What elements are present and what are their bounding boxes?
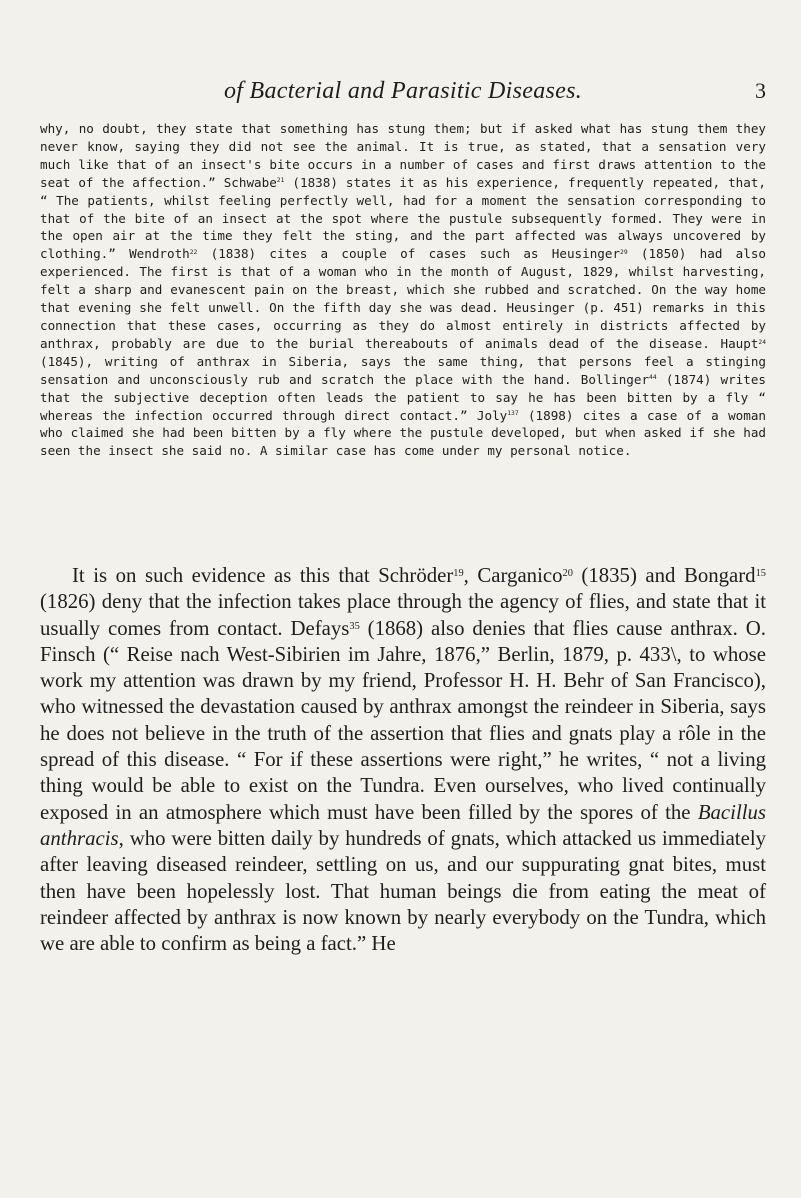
text-run: , Carganico <box>463 564 563 587</box>
text-run: It is on such evidence as this that Schröder <box>72 564 454 587</box>
footnote-ref: 19 <box>453 567 464 579</box>
page-number: 3 <box>755 78 766 103</box>
footnote-ref: 44 <box>649 374 657 382</box>
text-run: (1845), writing of anthrax in Siberia, says the same thing, that persons feel a stinging sensation and unconsciously rub and scratch the place with the hand. Bollinger <box>40 353 766 387</box>
text-run: (1868) also denies that flies cause anthrax. O. Finsch (“ Reise nach West-Sibirien im Jahre, 1876,” Berlin, 1879, p. 433\, to whose work my attention was drawn by my friend, Professor H. H. Behr of San Francisco), who witnessed the devastation caused by anthrax amongst the reindeer in Siberia, says he does not believe in the truth of the assertion that flies and gnats play a rôle in the spread of this disease. “ For if these assertions were right,” he writes, “ not a living thing would be able to exist on the Tundra. Even ourselves, who lived continually exposed in an atmosphere which must have been filled by the spores of the <box>40 616 766 824</box>
paragraph-main <box>40 563 766 957</box>
paragraph-quoted-cases <box>40 120 766 460</box>
running-title: of Bacterial and Parasitic Diseases. <box>223 78 583 104</box>
text-run: (1850) had also experienced. The first is that of a woman who in the month of August, 1829, whilst harvesting, felt a sharp and evanescent pain on the breast, which she rubbed and scratched. On the way home that evening she felt unwell. On the fifth day she was dead. Heusinger (p. 451) remarks in this connection that these cases, occurring as they do almost entirely in districts affected by anthrax, probably are due to the burial thereabouts of animals dead of the disease. Haupt <box>40 246 766 351</box>
running-head <box>40 78 766 108</box>
text-run: (1838) cites a couple of cases such as Heusinger <box>197 246 621 262</box>
text-run: (1838) states it as his experience, frequently repeated, that, “ The patients, whilst feeling perfectly well, had for a moment the sensation corresponding to that of the bite of an insect at the spot where the pustule subsequently formed. They were in the open air at the time they felt the sting, and the part affected was always uncovered by clothing.” Wendroth <box>40 174 766 262</box>
footnote-ref: 15 <box>755 567 766 579</box>
footnote-ref: 22 <box>189 249 198 257</box>
italic-term: Bacillus anthracis <box>40 800 766 850</box>
footnote-ref: 35 <box>349 620 360 632</box>
footnote-ref: 137 <box>507 410 519 418</box>
text-run: why, no doubt, they state that something has stung them; but if asked what has stung them they never know, saying they did not see the animal. It is true, as stated, that a sensation very much like that of an insect's bite occurs in a number of cases and first draws attention to the seat of the affection.” Schwabe <box>40 121 766 190</box>
footnote-ref: 20 <box>562 567 573 579</box>
text-run: (1898) cites a case of a woman who claimed she had been bitten by a fly where the pustule developed, but when asked if she had seen the insect she said no. A similar case has come under my personal notice. <box>40 407 766 459</box>
footnote-ref: 21 <box>276 177 285 185</box>
text-run: (1874) writes that the subjective deception often leads the patient to say he has been bitten by a fly “ whereas the infection occurred through direct contact.” Joly <box>40 371 766 423</box>
text-run: , who were bitten daily by hundreds of gnats, which attacked us immediately after leaving diseased reindeer, settling on us, and our suppurating gnat bites, must then have been hopelessly lost. That human beings die from eating the meat of reindeer affected by anthrax is now known by nearly everybody on the Tundra, which we are able to confirm as being a fact.” He <box>40 826 766 956</box>
text-run: (1835) and Bongard <box>572 564 756 587</box>
footnote-ref: 24 <box>758 338 766 346</box>
text-run: (1826) deny that the infection takes place through the agency of flies, and state that it usually comes from contact. Defays <box>40 590 766 640</box>
footnote-ref: 29 <box>620 249 628 257</box>
